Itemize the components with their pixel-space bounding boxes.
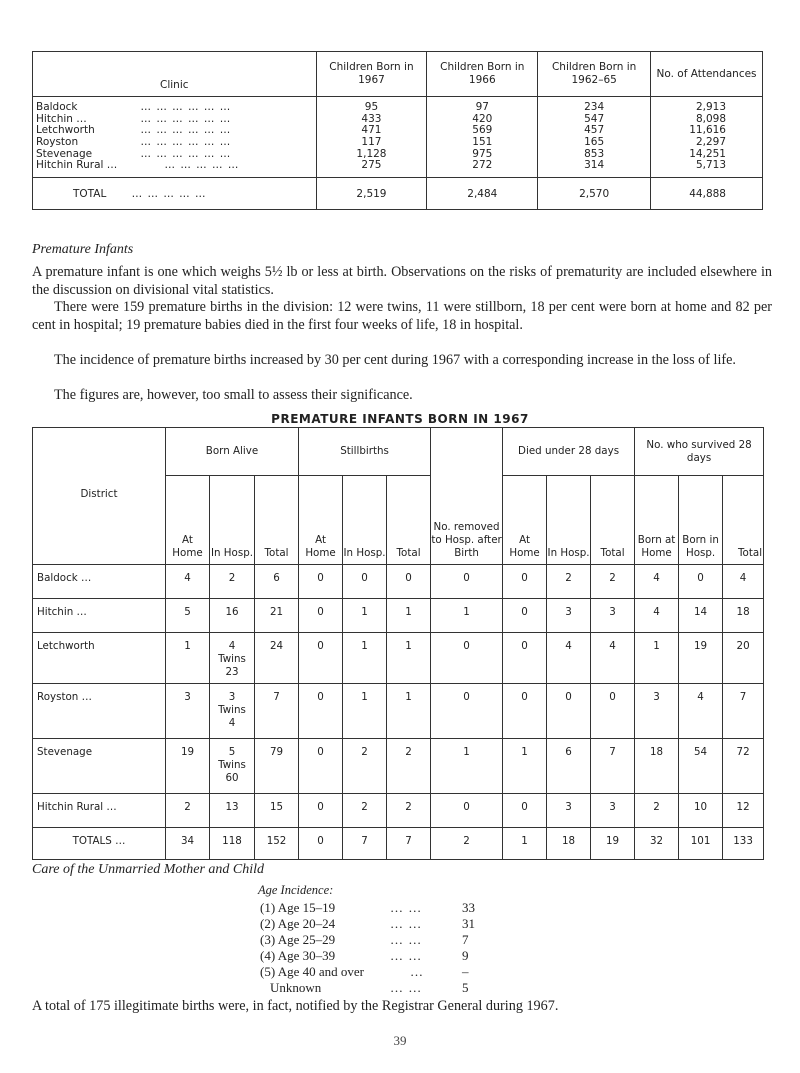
list-item: (5) Age 40 and over … – [260,964,469,979]
table-row [33,633,764,684]
cell: 3 [591,599,635,633]
cell: 0 [299,684,343,739]
born-1966-column [427,97,538,178]
cell: 0 [503,599,547,633]
cell: 133 [723,828,764,860]
born-1962-65-column [538,97,651,178]
list-item: (2) Age 20–24 … … 31 [260,916,475,931]
cell: 18 [635,739,679,794]
cell: 95 [364,102,379,113]
header-d-at-home: At Home [503,476,547,565]
list-item: (3) Age 25–29 … … 7 [260,932,469,947]
cell: 0 [503,684,547,739]
cell: 165 [584,137,605,149]
leader-dots: … … … … … … [140,112,232,125]
cell: 4 [723,565,764,599]
age-incidence-heading: Age Incidence: [258,883,334,897]
cell: 0 [503,633,547,684]
cell: 1 [343,684,387,739]
total-1967: 2,519 [316,178,427,210]
header-d-in-hosp: In Hosp. [547,476,591,565]
cell: 3 [591,794,635,828]
premature-paragraph-2: There were 159 premature births in the division: 12 were twins, 11 were stillborn, 18 per cent were born at home and 82 per cent in hospital; 19 premature babies died in the first four weeks of life, 18 in hospital. [32,299,772,333]
cell: 5 Twins 60 [210,739,255,794]
cell: 0 [299,828,343,860]
header-d-total: Total [591,476,635,565]
header-sb-in-hosp: In Hosp. [343,476,387,565]
cell: 7 [591,739,635,794]
cell: 7 [723,684,764,739]
cell: 97 [475,102,489,113]
cell: 1 [503,828,547,860]
header-attendances: No. of Attendances [651,52,763,97]
cell: 3 Twins 4 [210,684,255,739]
cell: 4 [591,633,635,684]
total-row [33,178,763,210]
cell: 32 [635,828,679,860]
premature-paragraph-3: The incidence of premature births increased by 30 per cent during 1967 with a corresponding increase in the loss of life. [54,352,736,368]
cell: 7 [255,684,299,739]
header-s-total: Total [723,476,764,565]
cell: 3 [547,794,591,828]
cell: 272 [472,160,493,172]
cell: 0 [503,794,547,828]
cell: 433 [361,113,382,125]
cell: 2 [431,828,503,860]
cell: 457 [584,125,605,137]
cell: 0 [591,684,635,739]
attendances-column [651,97,763,178]
leader-dots: … … … … … … [140,124,232,137]
cell: 3 [635,684,679,739]
cell: 1,128 [356,148,387,160]
cell: 1 [387,599,431,633]
leader-dots: … … [390,916,423,931]
header-died-under-28-days: Died under 28 days [503,428,635,476]
twins-note: Twins 60 [218,759,246,784]
cell: 4 [635,565,679,599]
total-attendances: 44,888 [651,178,763,210]
cell: 12 [723,794,764,828]
district-name: Hitchin Rural … [33,794,166,828]
header-stillbirths: Stillbirths [299,428,431,476]
cell: 118 [210,828,255,860]
header-survived-28-days: No. who survived 28 days [635,428,764,476]
cell: 2 [387,739,431,794]
cell: 1 [343,633,387,684]
clinic-name: Hitchin Rural … [36,160,118,172]
premature-table-title: PREMATURE INFANTS BORN IN 1967 [271,412,529,426]
totals-label: TOTALS … [33,828,166,860]
cell: 2 [166,794,210,828]
header-clinic: Clinic [33,52,317,97]
cell: 234 [584,102,605,113]
cell: 2,913 [695,102,726,113]
table-row [33,565,764,599]
cell: 2,297 [695,137,726,149]
table-row [33,684,764,739]
cell: 15 [255,794,299,828]
cell: 72 [723,739,764,794]
cell: 4 [547,633,591,684]
cell: 3 [547,599,591,633]
table-row [33,599,764,633]
leader-dots: … … … … … … [140,147,232,160]
cell: 853 [584,148,605,160]
cell: 0 [547,684,591,739]
clinic-row [36,160,316,172]
cell: 975 [472,148,493,160]
cell: 18 [723,599,764,633]
cell: 0 [343,565,387,599]
cell: 151 [472,137,493,149]
clinic-row [36,102,316,114]
table-row [33,739,764,794]
cell: 4 [635,599,679,633]
age-incidence-list [260,900,480,996]
cell: 19 [591,828,635,860]
leader-dots: … … … … … … [140,101,232,113]
cell: 2 [343,739,387,794]
cell: 547 [584,113,605,125]
page-number: 39 [393,1033,407,1048]
cell: 1 [166,633,210,684]
header-s-born-hosp: Born in Hosp. [679,476,723,565]
list-item: Unknown … … 5 [270,980,469,995]
cell: 0 [387,565,431,599]
cell: 1 [635,633,679,684]
clinic-name: Letchworth [36,125,95,137]
clinic-name: Hitchin … [36,113,87,125]
leader-dots: … [410,964,424,979]
total-1962-65: 2,570 [538,178,651,210]
total-label-cell [33,178,317,210]
cell: 0 [431,794,503,828]
header-s-born-home: Born at Home [635,476,679,565]
header-born-1967: Children Born in 1967 [316,52,427,97]
cell: 420 [472,113,493,125]
premature-infants-table [32,427,764,860]
cell: 0 [431,633,503,684]
header-ba-total: Total [255,476,299,565]
cell: 20 [723,633,764,684]
clinic-name: Stevenage [36,148,93,160]
cell: 152 [255,828,299,860]
district-name: Stevenage [33,739,166,794]
cell: 1 [343,599,387,633]
unmarried-mother-title: Care of the Unmarried Mother and Child [32,862,265,877]
cell: 0 [431,565,503,599]
total-1966: 2,484 [427,178,538,210]
header-ba-in-hosp: In Hosp. [210,476,255,565]
cell: 4 [679,684,723,739]
cell: 3 [166,684,210,739]
cell: 0 [299,633,343,684]
district-name: Letchworth [33,633,166,684]
clinic-names-column [33,97,317,178]
cell: 19 [679,633,723,684]
cell: 0 [431,684,503,739]
cell: 0 [299,739,343,794]
cell: 117 [361,137,382,149]
cell: 11,616 [689,125,726,137]
cell: 6 [547,739,591,794]
cell: 21 [255,599,299,633]
cell: 7 [387,828,431,860]
clinic-name: Royston [36,137,79,149]
cell: 24 [255,633,299,684]
list-item: (4) Age 30–39 … … 9 [260,948,469,963]
illegitimate-births-note: A total of 175 illegitimate births were, in fact, notified by the Registrar General during 1967. [32,998,559,1014]
cell: 14,251 [689,148,726,160]
district-name: Baldock … [33,565,166,599]
leader-dots: … … [390,932,423,947]
cell: 2 [635,794,679,828]
header-sb-total: Total [387,476,431,565]
cell: 79 [255,739,299,794]
cell: 4 [166,565,210,599]
leader-dots: … … … … … [164,159,240,172]
cell: 1 [387,684,431,739]
cell: 4 Twins 23 [210,633,255,684]
cell: 2 [547,565,591,599]
cell: 1 [431,599,503,633]
list-item: (1) Age 15–19 … … 33 [260,900,475,915]
header-born-alive: Born Alive [166,428,299,476]
cell: 0 [299,599,343,633]
premature-paragraph-1: A premature infant is one which weighs 5½ lb or less at birth. Observations on the risks of prematurity are included elsewhere in the discussion on divisional vital statistics. [32,264,772,298]
cell: 10 [679,794,723,828]
leader-dots: … … [390,900,423,915]
table-row [33,794,764,828]
cell: 1 [387,633,431,684]
cell: 2 [210,565,255,599]
total-label: TOTAL [73,187,107,200]
cell: 2 [387,794,431,828]
district-name: Royston … [33,684,166,739]
cell: 5,713 [695,160,726,172]
header-sb-at-home: At Home [299,476,343,565]
clinic-name: Baldock [36,102,78,113]
cell: 275 [361,160,382,172]
cell: 7 [343,828,387,860]
totals-row [33,828,764,860]
cell: 8,098 [695,113,726,125]
twins-note: Twins 23 [218,653,246,678]
cell: 0 [299,565,343,599]
header-removed-to-hosp: No. removed to Hosp. after Birth [431,428,503,565]
cell: 569 [472,125,493,137]
premature-paragraph-4: The figures are, however, too small to assess their significance. [54,387,413,403]
cell: 19 [166,739,210,794]
cell: 1 [431,739,503,794]
cell: 314 [584,160,605,172]
cell: 14 [679,599,723,633]
born-1967-column [316,97,427,178]
header-district: District [33,428,166,565]
cell: 13 [210,794,255,828]
leader-dots: … … [390,980,423,995]
header-born-1962-65: Children Born in 1962–65 [538,52,651,97]
cell: 1 [503,739,547,794]
cell: 471 [361,125,382,137]
cell: 0 [299,794,343,828]
cell: 54 [679,739,723,794]
cell: 18 [547,828,591,860]
cell: 34 [166,828,210,860]
clinic-row [36,137,316,149]
cell: 6 [255,565,299,599]
cell: 0 [503,565,547,599]
leader-dots: … … … … … … [140,136,232,149]
leader-dots: … … … … … [131,187,207,200]
leader-dots: … … [390,948,423,963]
premature-infants-title: Premature Infants [32,242,134,257]
header-born-1966: Children Born in 1966 [427,52,538,97]
cell: 2 [343,794,387,828]
clinic-attendance-table [32,51,763,210]
cell: 2 [591,565,635,599]
cell: 0 [679,565,723,599]
cell: 101 [679,828,723,860]
district-name: Hitchin … [33,599,166,633]
header-ba-at-home: At Home [166,476,210,565]
cell: 16 [210,599,255,633]
twins-note: Twins 4 [218,704,246,729]
cell: 5 [166,599,210,633]
